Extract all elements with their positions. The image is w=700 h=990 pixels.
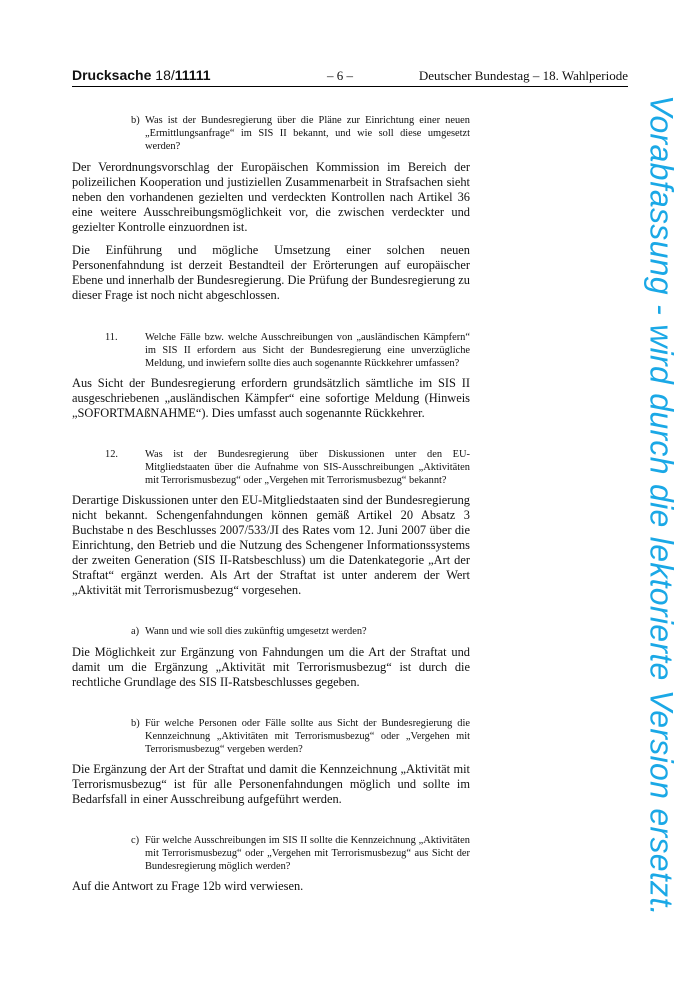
answer-paragraph: Derartige Diskussionen unter den EU-Mitgliedstaaten sind der Bundesregierung nicht bekannt. Schengenfahndungen können gemäß Artikel 20 Absatz 3 Buchstabe n des Beschlusses 2007/533/JI des Rates vom 12. Juni 2007 über die Einrichtung, den Betrieb und die Nutzung des Schengener Informationssystems der zweiten Generation (SIS II-Ratsbeschluss) um die Datenkategorie „Art der Straftat“ ergänzt werden. Als Art der Straftat ist unter anderem der Wert „Aktivität mit Terrorismusbezug“ vorgesehen. — [72, 493, 470, 597]
question-text: Was ist der Bundesregierung über die Pläne zur Einrichtung einer neuen „Ermittlungsanfrage“ im SIS II bekannt, und wie soll diese umgesetzt werden? — [145, 115, 470, 152]
question-block — [131, 834, 470, 873]
question-block — [131, 717, 470, 756]
answer-paragraph: Der Verordnungsvorschlag der Europäischen Kommission im Bereich der polizeilichen Kooperation und justiziellen Zusammenarbeit in Strafsachen sieht neben den vorhandenen gezielten und verdeckten Kontrollen nach Artikel 36 eine weitere Ausschreibungsmöglichkeit vor, die zwischen verdeckter und gezielter Kontrolle einzuordnen ist. — [72, 160, 470, 234]
question-number: c) — [131, 835, 140, 846]
question-text: Wann und wie soll dies zukünftig umgesetzt werden? — [145, 626, 367, 637]
question-block — [131, 114, 470, 153]
answer-paragraph: Die Einführung und mögliche Umsetzung einer solchen neuen Personenfahndung ist derzeit Bestandteil der Erörterungen auf europäischer Ebene und innerhalb der Bundesregierung. Die Prüfung der Bundesregierung zu dieser Frage ist noch nicht abgeschlossen. — [72, 243, 470, 302]
question-text: Welche Fälle bzw. welche Ausschreibungen von „ausländischen Kämpfern“ im SIS II erfordern aus Sicht der Bundesregierung eine unverzügliche Meldung, und inwiefern sollte dies auch sogenannte Rückkehrer umfassen? — [145, 332, 470, 369]
watermark-text: Vorabfassung - wird durch die lektorierte Version ersetzt. — [643, 94, 680, 916]
answer-paragraph: Auf die Antwort zu Frage 12b wird verwiesen. — [72, 879, 304, 893]
question-text: Was ist der Bundesregierung über Diskussionen unter den EU-Mitgliedstaaten über die Aufnahme von SIS-Ausschreibungen „Aktivitäten mit Terrorismusbezug“ oder „Vergehen mit Terrorismusbezug“ bekannt? — [145, 449, 470, 486]
answer-paragraph: Die Möglichkeit zur Ergänzung von Fahndungen um die Art der Straftat und damit um die Ergänzung „Aktivität mit Terrorismusbezug“ ist durch die rechtliche Grundlage des SIS II-Ratsbeschlusses gegeben. — [72, 645, 470, 689]
question-number: b) — [131, 718, 140, 729]
page-header — [72, 66, 628, 87]
answer-paragraph: Aus Sicht der Bundesregierung erfordern grundsätzlich sämtliche im SIS II ausgeschriebenen „ausländischen Kämpfer“ eine sofortige Meldung (Hinweis „SOFORTMAßNAHME“). Dies umfasst auch sogenannte Rückkehrer. — [72, 376, 470, 420]
answer-paragraph: Die Ergänzung der Art der Straftat und damit die Kennzeichnung „Aktivität mit Terrorismusbezug“ ist für alle Personenfahndungen möglich und sollte im Bedarfsfall in einer Ausschreibung aufgeführt werden. — [72, 762, 470, 806]
question-number: b) — [131, 115, 140, 126]
question-text: Für welche Personen oder Fälle sollte aus Sicht der Bundesregierung die Kennzeichnung „Aktivitäten mit Terrorismusbezug“ oder „Vergehen mit Terrorismusbezug“ vergeben werden? — [145, 718, 470, 755]
publisher: Deutscher Bundestag – 18. Wahlperiode — [418, 68, 628, 83]
document-body — [72, 114, 470, 894]
question-block — [105, 331, 470, 370]
question-number: a) — [131, 626, 140, 637]
question-block — [105, 448, 470, 487]
document-number: Drucksache 18/11111 — [72, 67, 211, 83]
question-text: Für welche Ausschreibungen im SIS II sollte die Kennzeichnung „Aktivitäten mit Terrorismusbezug“ oder „Vergehen mit Terrorismusbezug“ aus Sicht der Bundesregierung möglich werden? — [145, 835, 470, 872]
question-block — [131, 625, 470, 638]
question-number: 12. — [105, 449, 118, 460]
question-number: 11. — [105, 332, 118, 343]
draft-watermark — [636, 94, 686, 916]
page-number: – 6 – — [327, 68, 353, 83]
